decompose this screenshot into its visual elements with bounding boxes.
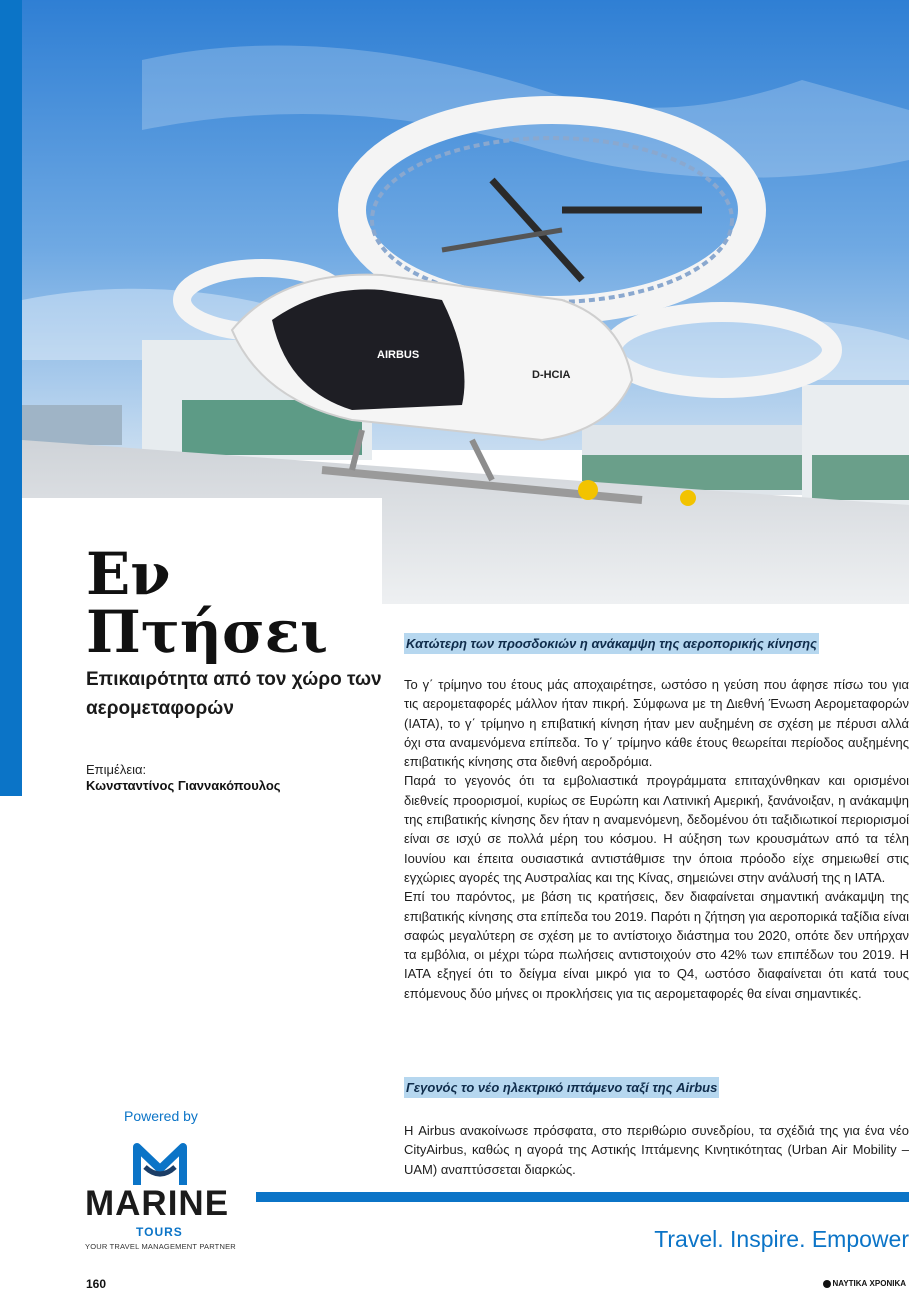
marine-tours-logo-icon — [133, 1141, 187, 1189]
aircraft-label: AIRBUS — [377, 349, 420, 361]
aircraft-registration: D-HCIA — [532, 369, 571, 381]
title-line-2: Πτήσει — [86, 598, 329, 666]
section-heading-cityairbus: Γεγονός το νέο ηλεκτρικό ιπτάμενο ταξί της Airbus — [404, 1077, 719, 1098]
footer-tagline: Travel. Inspire. Empower — [654, 1226, 909, 1252]
publication-name — [823, 1279, 907, 1288]
paragraph: Το γ΄ τρίμηνο του έτους μάς αποχαιρέτησε, ωστόσο η γεύση που άφησε πίσω του για τις αερομεταφορές μάλλον ήταν πικρή. Σύμφωνα με τη Διεθνή Ένωση Αερομεταφορών (IATA), το γ΄ τρίμηνο η επιβατική κίνηση ήταν μεν αυξημένη σε σχέση με πέρυσι αλλά όχι στα αναμενόμενα επίπεδα. Το γ΄ τρίμηνο κάθε έτους θεωρείται περίοδος αυξημένης επιβατικής κίνησης στα διεθνή αεροδρόμια. — [404, 677, 909, 770]
paragraph: Η Airbus ανακοίνωσε πρόσφατα, στο περιθώριο συνεδρίου, τα σχέδιά της για ένα νέο CityAirbus, καθώς η αγορά της Αστικής Ιπτάμενης Κινητικότητας (Urban Air Mobility – UAM) αναπτύσσεται διαρκώς. — [404, 1123, 909, 1177]
sponsor-tagline: YOUR TRAVEL MANAGEMENT PARTNER — [85, 1242, 236, 1251]
section-heading-recovery: Κατώτερη των προσδοκιών η ανάκαμψη της αεροπορικής κίνησης — [404, 633, 819, 654]
section-body-recovery — [404, 675, 909, 1003]
publication-label: ΝΑΥΤΙΚΑ ΧΡΟΝΙΚΑ — [832, 1279, 906, 1288]
sponsor-sub: TOURS — [136, 1225, 183, 1239]
footer-rule — [256, 1192, 909, 1202]
section-body-cityairbus — [404, 1121, 909, 1179]
paragraph: Επί του παρόντος, με βάση τις κρατήσεις, δεν διαφαίνεται σημαντική ανάκαμψη της επιβατικής κίνησης στα επίπεδα του 2019. Παρότι η ζήτηση για αεροπορικά ταξίδια είναι σαφώς μεγαλύτερη σε σχέση με το αντίστοιχο διάστημα του 2020, οπότε δεν υπήρχαν τα εμβόλια, οι μέχρι τώρα πωλήσεις αντιστοιχούν στο 42% των επιπέδων του 2019. Η ΙΑΤΑ εξηγεί ότι το δείγμα είναι μικρό για το Q4, ωστόσο διαφαίνεται ότι κατά τους επόμενους δύο μήνες οι προκλήσεις για τις αερομεταφορές θα είναι σημαντικές. — [404, 889, 909, 1001]
page-number: 160 — [86, 1277, 107, 1291]
left-accent-bar — [0, 0, 22, 796]
page-subtitle: Επικαιρότητα από τον χώρο των αερομεταφορών — [86, 669, 382, 719]
page-title — [86, 540, 329, 666]
powered-by-label: Powered by — [124, 1108, 198, 1124]
editor-label: Επιμέλεια: — [86, 762, 147, 777]
editor-name: Κωνσταντίνος Γιαννακόπουλος — [86, 778, 281, 793]
title-line-1: Εν — [86, 540, 171, 608]
paragraph: Παρά το γεγονός ότι τα εμβολιαστικά προγράμματα επιταχύνθηκαν και ορισμένοι διεθνείς προορισμοί, κυρίως σε Ευρώπη και Λατινική Αμερική, ξανάνοιξαν, η ανάκαμψη της επιβατικής κίνησης δεν ήταν η αναμενόμενη, δεδομένου ότι ταξιδιωτικοί περιορισμοί είναι σε ισχύ σε πολλά μέρη του κόσμου. Η αύξηση των κρουσμάτων από τα τέλη Ιουνίου και έπειτα ουσιαστικά αντιστάθμισε την όποια πρόοδο είχε σημειωθεί στις εγχώριες αγορές της Αυστραλίας και της Κίνας, σημειώνει στην ανάλυσή της η ΙΑΤΑ. — [404, 773, 909, 885]
publication-logo-icon — [823, 1280, 831, 1288]
sponsor-brand: MARINE — [85, 1184, 230, 1223]
